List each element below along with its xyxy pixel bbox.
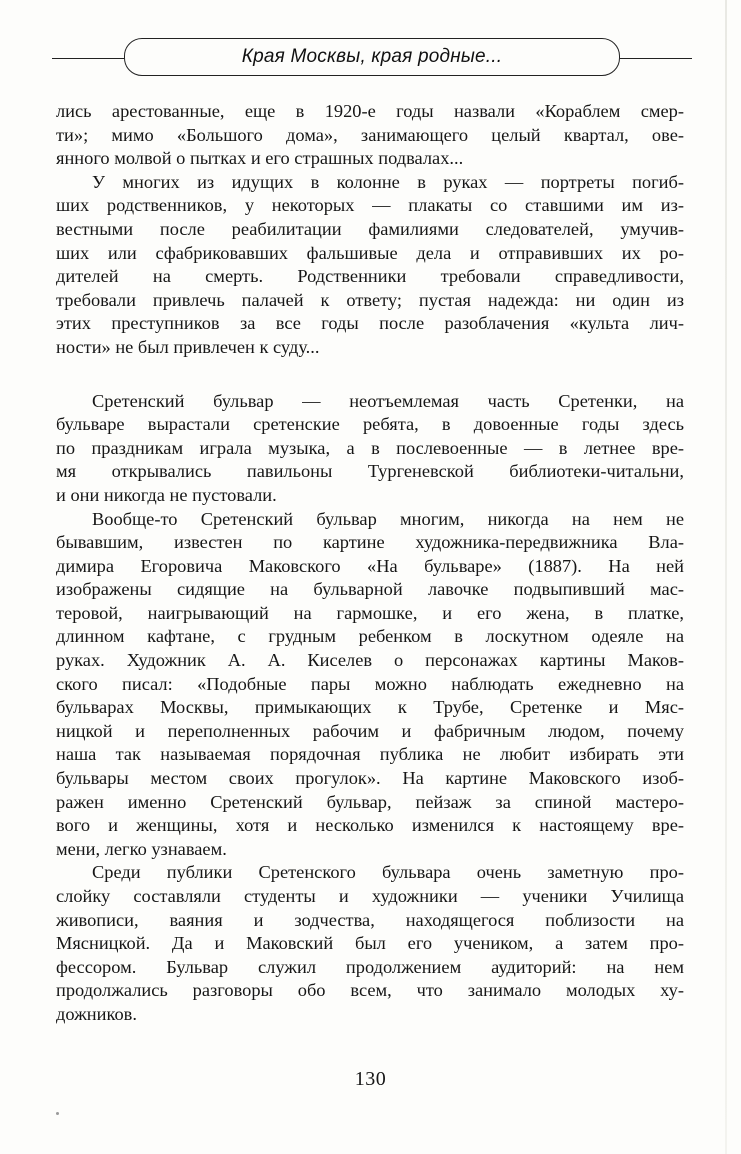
text-line: Сретенский бульвар — неотъемлемая часть Сретенки, на <box>92 390 684 411</box>
text-line: Мясницкой. Да и Маковский был его учеником, а затем про- <box>56 933 684 954</box>
text-line: вого и женщины, хотя и несколько изменился к настоящему вре- <box>56 815 684 836</box>
text-line: Среди публики Сретенского бульвара очень заметную про- <box>92 862 684 883</box>
header-title: Края Москвы, края родные... <box>241 46 503 67</box>
paragraph-2-3 <box>56 861 684 1026</box>
scan-speck <box>56 1112 59 1115</box>
header-rule-left <box>52 58 124 59</box>
text-line: бывавшим, известен по картине художника-передвижника Вла- <box>56 532 684 553</box>
text-line: дожников. <box>56 1003 137 1024</box>
header-title-frame <box>124 38 620 76</box>
section-2 <box>56 390 684 1027</box>
running-header <box>52 36 692 82</box>
page-number: 130 <box>354 1068 387 1090</box>
text-line: Вообще-то Сретенский бульвар многим, никогда на нем не <box>92 508 684 529</box>
text-line: длинном кафтане, с грудным ребенком в лоскутном одеяле на <box>56 626 684 647</box>
text-line: лись арестованные, еще в 1920-е годы назвали «Кораблем смер- <box>56 101 684 121</box>
text-line: по праздникам играла музыка, а в послевоенные — в летнее вре- <box>56 437 684 458</box>
text-line: фессором. Бульвар служил продолжением аудиторий: на нем <box>56 956 684 977</box>
text-line: живописи, ваяния и зодчества, находящегося поблизости на <box>56 909 684 930</box>
text-line: ницкой и переполненных рабочим и фабричным людом, почему <box>56 720 684 741</box>
paragraph-1-2 <box>56 171 684 360</box>
text-line: теровой, наигрывающий на гармошке, и его жена, в платке, <box>56 602 684 623</box>
text-line: У многих из идущих в колонне в руках — портреты погиб- <box>92 171 684 192</box>
text-line: ражен именно Сретенский бульвар, пейзаж за спиной мастеро- <box>56 791 684 812</box>
text-line: этих преступников за все годы после разоблачения «культа лич- <box>56 313 684 334</box>
text-line: наша так называемая порядочная публика не любит избирать эти <box>56 744 684 765</box>
text-line: мя открывались павильоны Тургеневской библиотеки-читальни, <box>56 461 684 482</box>
text-line: изображены сидящие на бульварной лавочке подвыпивший мас- <box>56 579 684 600</box>
text-line: вестными после реабилитации фамилиями следователей, умучив- <box>56 218 684 239</box>
paragraph-1-1 <box>56 100 684 171</box>
text-line: дителей на смерть. Родственники требовали справедливости, <box>56 266 684 287</box>
header-rule-right <box>620 58 692 59</box>
page-edge-shadow <box>725 0 727 1154</box>
text-line: мени, легко узнаваем. <box>56 838 227 859</box>
text-line: янного молвой о пытках и его страшных подвалах... <box>56 148 464 169</box>
text-line: димира Егоровича Маковского «На бульваре» (1887). На ней <box>56 555 684 576</box>
page-body <box>56 100 684 1027</box>
text-line: руках. Художник А. А. Киселев о персонажах картины Маков- <box>56 650 684 671</box>
text-line: слойку составляли студенты и художники — ученики Училища <box>56 886 684 906</box>
text-line: бульваре вырастали сретенские ребята, в довоенные годы здесь <box>56 414 684 435</box>
text-line: ших или сфабриковавших фальшивые дела и отправивших их ро- <box>56 242 684 263</box>
paragraph-2-1 <box>56 390 684 508</box>
text-line: бульвары местом своих прогулок». На картине Маковского изоб- <box>56 768 684 789</box>
text-line: ности» не был привлечен к суду... <box>56 336 320 357</box>
text-line: ского писал: «Подобные пары можно наблюдать ежедневно на <box>56 673 684 694</box>
paragraph-2-2 <box>56 508 684 862</box>
text-line: бульварах Москвы, примыкающих к Трубе, Сретенке и Мяс- <box>56 697 684 718</box>
text-line: ти»; мимо «Большого дома», занимающего целый квартал, ове- <box>56 124 684 145</box>
text-line: ших родственников, у некоторых — плакаты со ставшими им из- <box>56 195 684 216</box>
text-line: и они никогда не пустовали. <box>56 484 277 505</box>
text-line: требовали привлечь палачей к ответу; пустая надежда: ни один из <box>56 289 684 310</box>
section-1 <box>56 100 684 360</box>
text-line: продолжались разговоры обо всем, что занимало молодых ху- <box>56 980 684 1001</box>
